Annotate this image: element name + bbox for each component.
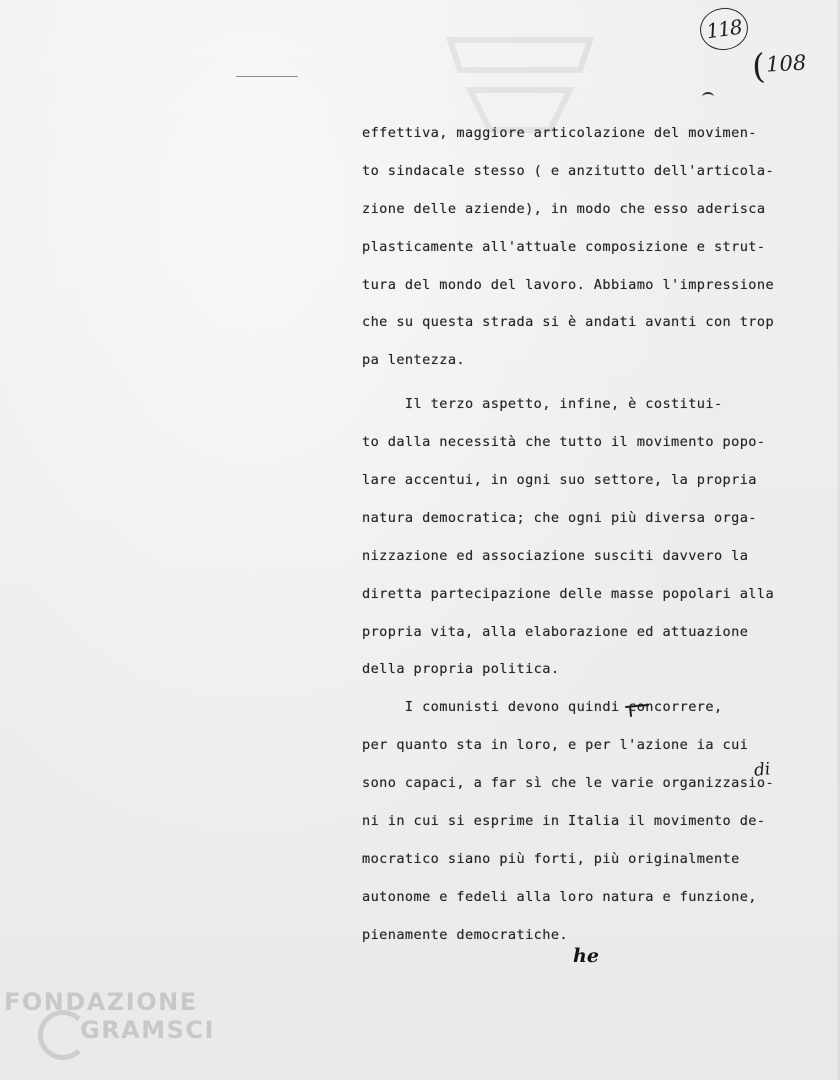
- text-line: natura democratica; che ogni più diversa orga-: [362, 509, 757, 526]
- archive-stamp-number: 118: [697, 5, 750, 53]
- bracket-mark: (: [750, 46, 767, 88]
- text-line: effettiva, maggiore articolazione del movimen-: [362, 125, 757, 141]
- text-line: che su questa strada si è andati avanti con trop: [362, 314, 775, 331]
- handwritten-correction-di: di: [752, 759, 772, 781]
- text-line: ni in cui si esprime in Italia il movimento de-: [362, 813, 766, 830]
- text-line: sono capaci, a far sì che le varie organizzasio-: [362, 775, 775, 792]
- handwritten-page-number: [751, 45, 807, 88]
- text-line: plasticamente all'attuale composizione e strut-: [362, 238, 766, 255]
- watermark-line2: GRAMSCI: [80, 1016, 215, 1044]
- text-line: to dalla necessità che tutto il movimento popo-: [362, 434, 766, 451]
- text-line: per quanto sta in loro, e per l'azione ia cui: [362, 737, 749, 754]
- text-line: lare accentui, in ogni suo settore, la propria: [362, 472, 757, 489]
- text-line: diretta partecipazione delle masse popolari alla: [362, 585, 775, 602]
- page-edge-shadow: [836, 0, 840, 1080]
- text-line: zione delle aziende), in modo che esso aderisca: [362, 200, 766, 217]
- fondazione-gramsci-watermark: [4, 988, 214, 1072]
- text-line: to sindacale stesso ( e anzitutto dell'articola-: [362, 162, 775, 179]
- text-line: Il terzo aspetto, infine, è costitui-: [362, 396, 723, 413]
- handwritten-correction-he: he: [573, 945, 599, 967]
- text-line: propria vita, alla elaborazione ed attuazione: [362, 623, 749, 640]
- handwritten-caret-mark: [622, 703, 652, 717]
- top-rule: [236, 76, 298, 77]
- text-line: pa lentezza.: [362, 352, 466, 369]
- text-line: della propria politica.: [362, 661, 560, 678]
- page-number-value: 108: [765, 50, 807, 77]
- watermark-line1: FONDAZIONE: [4, 988, 198, 1016]
- pen-mark: [702, 92, 714, 102]
- text-line: I comunisti devono quindi concorrere,: [362, 699, 723, 716]
- text-line: nizzazione ed associazione susciti davvero la: [362, 547, 749, 564]
- text-line: mocratico siano più forti, più originalmente: [362, 850, 740, 867]
- typed-body: [362, 115, 832, 955]
- text-line: autonome e fedeli alla loro natura e funzione,: [362, 888, 757, 905]
- text-line: tura del mondo del lavoro. Abbiamo l'impressione: [362, 276, 775, 293]
- text-line: pienamente democratiche.: [362, 926, 569, 943]
